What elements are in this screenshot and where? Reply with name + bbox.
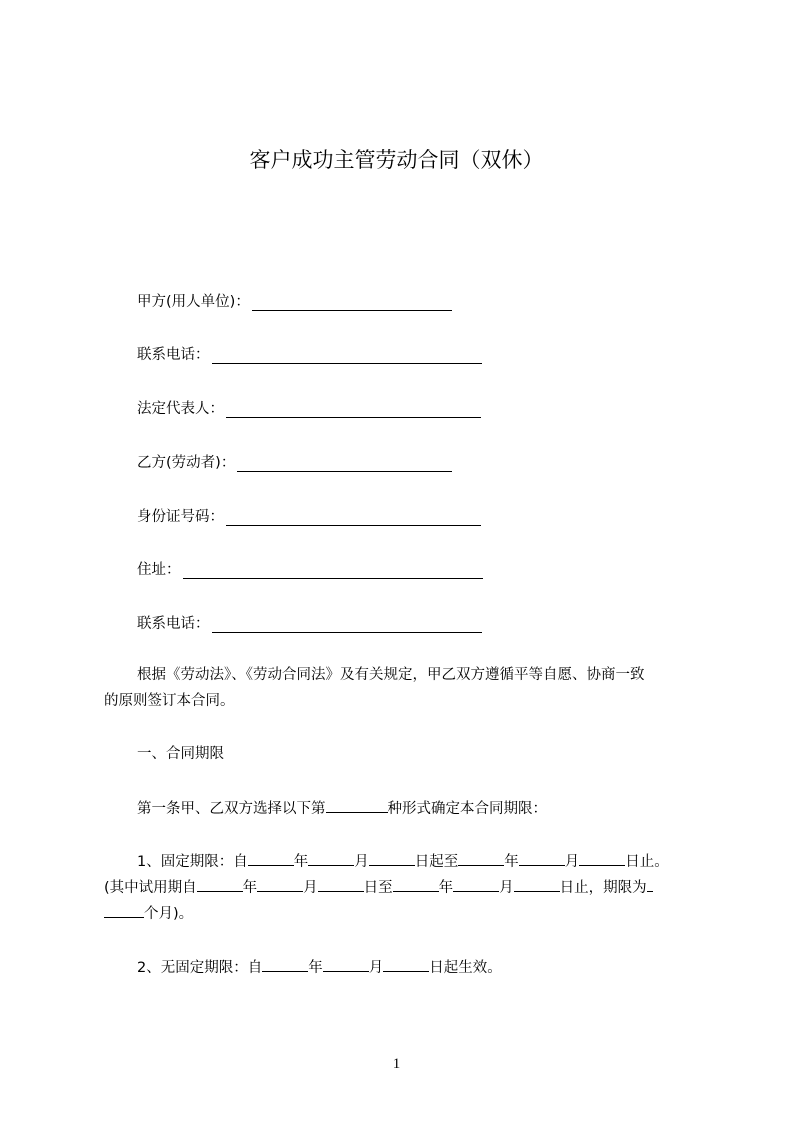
year-text: 年 [242,880,258,896]
article-1 [137,796,547,822]
section-heading: 一、合同期限 [137,746,224,762]
start-year-blank[interactable] [248,851,294,866]
period-blank-start[interactable] [647,877,653,892]
phone-field-2 [137,611,482,633]
party-b-label: 乙方(劳动者)： [137,455,236,471]
year-text: 年 [438,880,454,896]
id-number-label: 身份证号码： [137,509,224,525]
probation-start-day-blank[interactable] [318,877,364,892]
id-number-blank[interactable] [226,511,481,526]
probation-end-day-blank[interactable] [514,877,560,892]
effective-year-blank[interactable] [262,957,308,972]
open-term-line [137,955,502,981]
intro-line-2: 的原则签订本合同。 [104,693,235,709]
page-title: 客户成功主管劳动合同（双休） [249,148,544,172]
effective-day-blank[interactable] [383,957,429,972]
start-month-blank[interactable] [308,851,354,866]
party-b-field [137,450,452,472]
legal-rep-blank[interactable] [226,403,481,418]
id-number-field [137,504,481,526]
address-blank[interactable] [183,564,483,579]
probation-end-month-blank[interactable] [453,877,499,892]
effective-suffix-text: 日起生效。 [429,960,502,976]
legal-rep-label: 法定代表人： [137,401,224,417]
end-year-blank[interactable] [458,851,504,866]
end-month-blank[interactable] [519,851,565,866]
probation-start-month-blank[interactable] [257,877,303,892]
year-text: 年 [308,960,323,976]
fixed-term-label: 1、固定期限：自 [137,854,248,870]
phone-label-2: 联系电话： [137,616,210,632]
year-text: 年 [293,854,309,870]
end-day-blank[interactable] [579,851,625,866]
party-b-blank[interactable] [237,457,452,472]
start-day-blank[interactable] [369,851,415,866]
phone-field-1 [137,342,482,364]
day-end-text: 日止。 [625,854,669,870]
article-1-text-b: 种形式确定本合同期限： [387,801,547,817]
phone-label-1: 联系电话： [137,347,210,363]
form-choice-blank[interactable] [326,798,388,813]
fixed-term-line-3 [104,901,193,927]
address-label: 住址： [137,562,181,578]
party-a-field [137,289,452,311]
open-term-label: 2、无固定期限：自 [137,960,263,976]
probation-end-year-blank[interactable] [393,877,439,892]
month-text: 月 [354,854,369,870]
party-a-label: 甲方(用人单位)： [137,294,250,310]
months-suffix-text: 个月)。 [144,906,194,922]
address-field [137,557,483,579]
probation-start-year-blank[interactable] [197,877,243,892]
year-text: 年 [504,854,519,870]
fixed-term-line-2 [104,875,653,901]
day-from-text: 日起至 [414,854,459,870]
fixed-term-line-1 [137,849,669,875]
phone-blank-2[interactable] [212,618,482,633]
probation-label: (其中试用期自 [104,880,197,896]
legal-rep-field [137,396,481,418]
page-number: 1 [392,1056,401,1072]
probation-months-blank[interactable] [104,903,144,918]
article-1-text-a: 第一条甲、乙双方选择以下第 [137,801,326,817]
day-to-text: 日至 [363,880,393,896]
intro-line-1: 根据《劳动法》、《劳动合同法》及有关规定，甲乙双方遵循平等自愿、协商一致 [137,667,645,683]
party-a-blank[interactable] [252,296,452,311]
month-text: 月 [499,880,514,896]
month-text: 月 [564,854,580,870]
phone-blank-1[interactable] [212,349,482,364]
effective-month-blank[interactable] [323,957,369,972]
month-text: 月 [303,880,318,896]
period-text: 日止，期限为 [559,880,647,896]
month-text: 月 [368,960,384,976]
